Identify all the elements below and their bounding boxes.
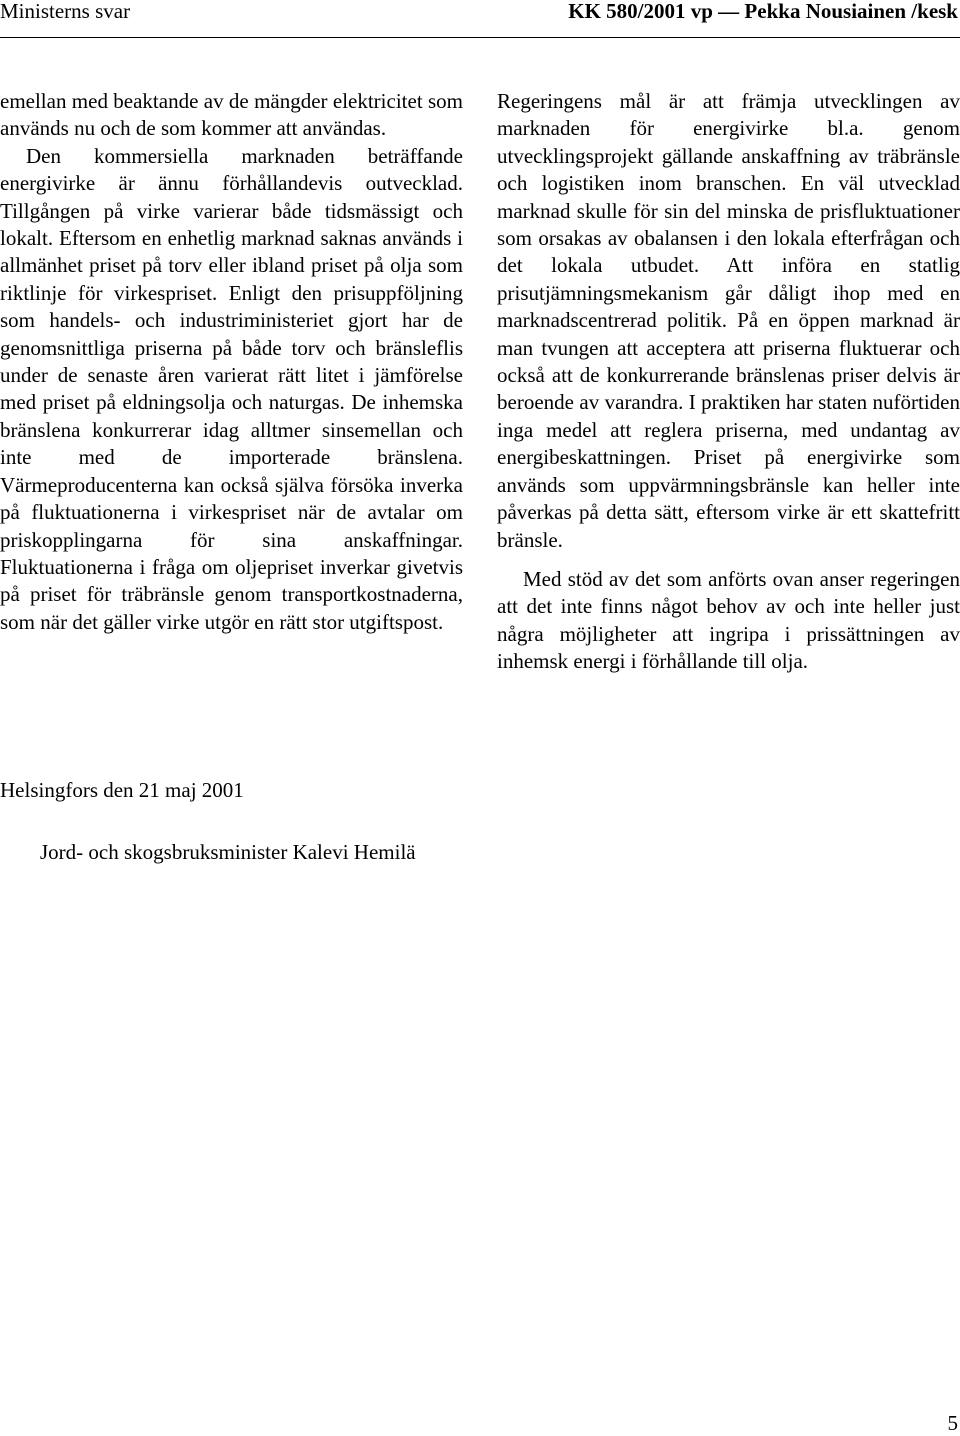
page-number: 5 xyxy=(947,1411,958,1435)
header-divider xyxy=(0,37,960,38)
right-column xyxy=(497,88,960,676)
minister-signature: Jord- och skogsbruksminister Kalevi Hemilä xyxy=(40,840,416,864)
right-paragraph-2: Med stöd av det som anförts ovan anser regeringen att det inte finns något behov av och inte heller just några möjligheter att ingripa i prissättningen av inhemsk energi i förhållande till olja. xyxy=(497,566,960,674)
right-paragraph-1: Regeringens mål är att främja utvecklingen av marknaden för energivirke bl.a. genom utvecklingsprojekt gällande anskaffning av träbränsle och logistiken inom branschen. En väl utvecklad marknad skulle för sin del minska de prisfluktuationer som orsakas av obalansen i den lokala efterfrågan och det lokala utbudet. Att införa en statlig prisutjämningsmekanism går dåligt ihop med en marknadscentrerad politik. På en öppen marknad är man tvungen att acceptera att priserna fluktuerar och också att de konkurrerande bränslenas priser delvis är beroende av varandra. I praktiken har staten nuförtiden inga medel att reglera priserna, med undantag av energibeskattningen. Priset på energivirke som används som uppvärmningsbränsle kan heller inte påverkas på detta sätt, eftersom virke är ett skattefritt bränsle. xyxy=(497,89,960,552)
page-header xyxy=(0,0,960,26)
header-left-title: Ministerns svar xyxy=(0,0,131,23)
left-column xyxy=(0,88,463,636)
left-paragraph-1: emellan med beaktande av de mängder elektricitet som används nu och de som kommer att användas. xyxy=(0,89,463,141)
header-right-reference: KK 580/2001 vp — Pekka Nousiainen /kesk xyxy=(568,0,958,23)
left-paragraph-2: Den kommersiella marknaden beträffande energivirke är ännu förhållandevis outvecklad. Tillgången på virke varierar både tidsmässigt och lokalt. Eftersom en enhetlig marknad saknas används i allmänhet priset på torv eller ibland priset på olja som riktlinje för virkespriset. Enligt den prisuppföljning som handels- och industriministeriet gjort har de genomsnittliga priserna på både torv och bränsleflis under de senaste åren varierat rätt litet i jämförelse med priset på eldningsolja och naturgas. De inhemska bränslena konkurrerar idag alltmer sinsemellan och inte med de importerade bränslena. Värmeproducenterna kan också själva försöka inverka på fluktuationerna i virkespriset när de avtalar om priskopplingarna för sina anskaffningar. Fluktuationerna i fråga om oljepriset inverkar givetvis på priset för träbränsle genom transportkostnaderna, som när det gäller virke utgör en rätt stor utgiftspost. xyxy=(0,143,463,634)
place-and-date: Helsingfors den 21 maj 2001 xyxy=(0,778,244,802)
